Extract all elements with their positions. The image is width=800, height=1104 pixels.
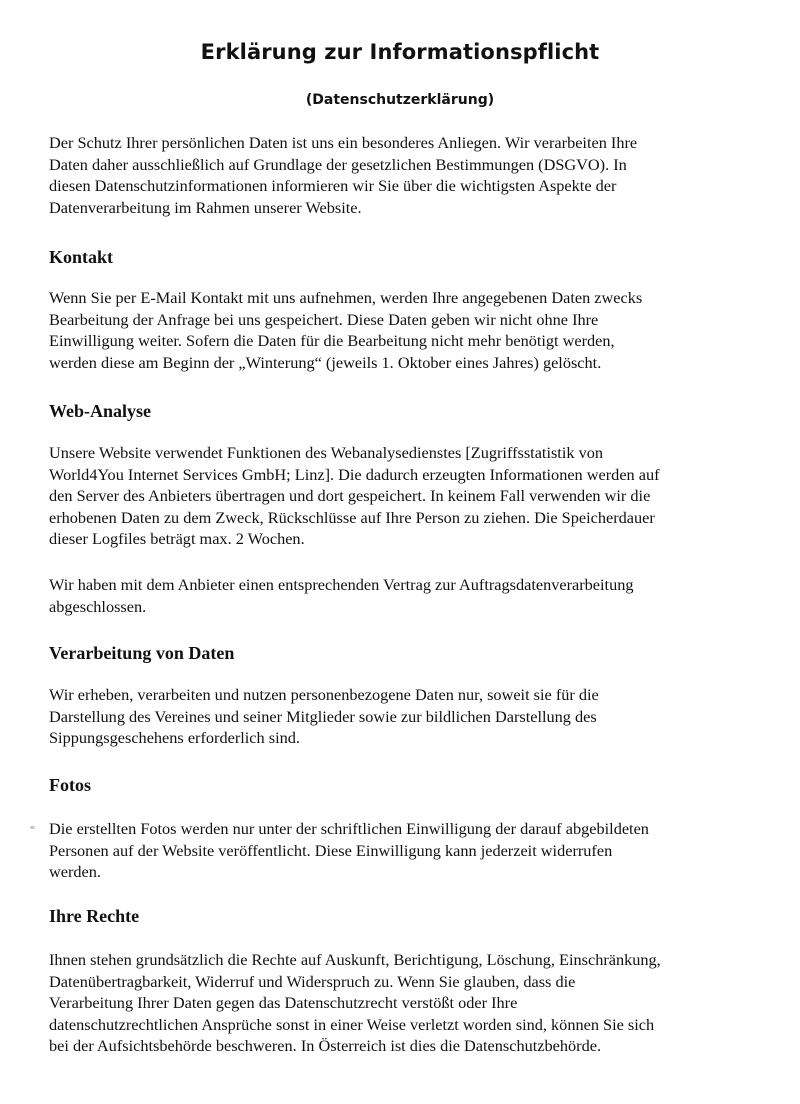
- section-verarbeitung-body: [49, 684, 769, 749]
- text-line: Einwilligung weiter. Sofern die Daten für die Bearbeitung nicht mehr benötigt werden,: [49, 331, 615, 351]
- rechte-paragraph: [49, 949, 769, 1057]
- section-webanalyse-body-2: [49, 574, 769, 617]
- text-line: Ihnen stehen grundsätzlich die Rechte auf Auskunft, Berichtigung, Löschung, Einschränkung,: [49, 950, 661, 969]
- text-line: werden diese am Beginn der „Winterung“ (jeweils 1. Oktober eines Jahres) gelöscht.: [49, 352, 602, 372]
- text-line: bei der Aufsichtsbehörde beschweren. In Österreich ist dies die Datenschutzbehörde.: [49, 1036, 602, 1056]
- section-webanalyse-body: [49, 442, 769, 550]
- scan-mark: [30, 826, 35, 829]
- text-line: Datenverarbeitung im Rahmen unserer Website.: [49, 197, 362, 217]
- text-line: World4You Internet Services GmbH; Linz]. Die dadurch erzeugten Informationen werden auf: [49, 464, 660, 484]
- page-subtitle: (Datenschutzerklärung): [305, 92, 495, 108]
- section-webanalyse: [49, 399, 769, 423]
- text-line: Personen auf der Website veröffentlicht. Diese Einwilligung kann jederzeit widerrufen: [49, 840, 613, 860]
- text-line: Daten daher ausschließlich auf Grundlage der gesetzlichen Bestimmungen (DSGVO). In: [49, 154, 627, 174]
- intro-section: [49, 132, 769, 218]
- section-verarbeitung: [49, 641, 769, 665]
- section-heading-kontakt: Kontakt: [49, 247, 114, 267]
- section-kontakt: [49, 245, 769, 269]
- text-line: werden.: [49, 862, 101, 882]
- text-line: Wir haben mit dem Anbieter einen entsprechenden Vertrag zur Auftragsdatenverarbeitung: [49, 575, 634, 594]
- text-line: Der Schutz Ihrer persönlichen Daten ist uns ein besonderes Anliegen. Wir verarbeiten Ihre: [49, 133, 638, 152]
- text-line: erhobenen Daten zu dem Zweck, Rückschlüsse auf Ihre Person zu ziehen. Die Speicherdauer: [49, 507, 655, 527]
- page-title: Erklärung zur Informationspflicht: [200, 40, 600, 64]
- text-line: Bearbeitung der Anfrage bei uns gespeichert. Diese Daten geben wir nicht ohne Ihre: [49, 309, 599, 329]
- section-heading-rechte: Ihre Rechte: [49, 906, 140, 926]
- text-line: den Server des Anbieters übertragen und dort gespeichert. In keinem Fall verwenden wir die: [49, 486, 651, 506]
- text-line: Unsere Website verwendet Funktionen des Webanalysedienstes [Zugriffsstatistik von: [49, 443, 603, 462]
- section-heading-fotos: Fotos: [49, 775, 91, 795]
- verarbeitung-paragraph: [49, 684, 769, 749]
- text-line: Verarbeitung Ihrer Daten gegen das Datenschutzrecht verstößt oder Ihre: [49, 993, 518, 1013]
- text-line: Wenn Sie per E-Mail Kontakt mit uns aufnehmen, werden Ihre angegebenen Daten zwecks: [49, 288, 643, 307]
- section-heading-webanalyse: Web-Analyse: [49, 401, 152, 421]
- webanalyse-paragraph: [49, 442, 769, 550]
- section-fotos: [49, 773, 769, 797]
- section-rechte-body: [49, 949, 769, 1057]
- text-line: diesen Datenschutzinformationen informieren wir Sie über die wichtigsten Aspekte der: [49, 176, 617, 196]
- text-line: dieser Logfiles beträgt max. 2 Wochen.: [49, 529, 305, 549]
- text-line: Datenübertragbarkeit, Widerruf und Widerspruch zu. Wenn Sie glauben, dass die: [49, 971, 576, 991]
- intro-paragraph: [49, 132, 769, 218]
- section-rechte: [49, 904, 769, 928]
- section-heading-verarbeitung: Verarbeitung von Daten: [49, 643, 235, 663]
- kontakt-paragraph: [49, 287, 769, 373]
- webanalyse-paragraph-2: [49, 574, 769, 617]
- text-line: Die erstellten Fotos werden nur unter der schriftlichen Einwilligung der darauf abgebildeten: [49, 819, 649, 838]
- section-fotos-body: [49, 818, 769, 883]
- text-line: Darstellung des Vereines und seiner Mitglieder sowie zur bildlichen Darstellung des: [49, 706, 597, 726]
- text-line: Wir erheben, verarbeiten und nutzen personenbezogene Daten nur, soweit sie für die: [49, 685, 599, 704]
- text-line: Sippungsgeschehens erforderlich sind.: [49, 728, 300, 748]
- fotos-paragraph: [49, 818, 769, 883]
- section-kontakt-body: [49, 287, 769, 373]
- text-line: datenschutzrechtlichen Ansprüche sonst in einer Weise verletzt worden sind, können Sie sich: [49, 1014, 655, 1034]
- text-line: abgeschlossen.: [49, 596, 147, 616]
